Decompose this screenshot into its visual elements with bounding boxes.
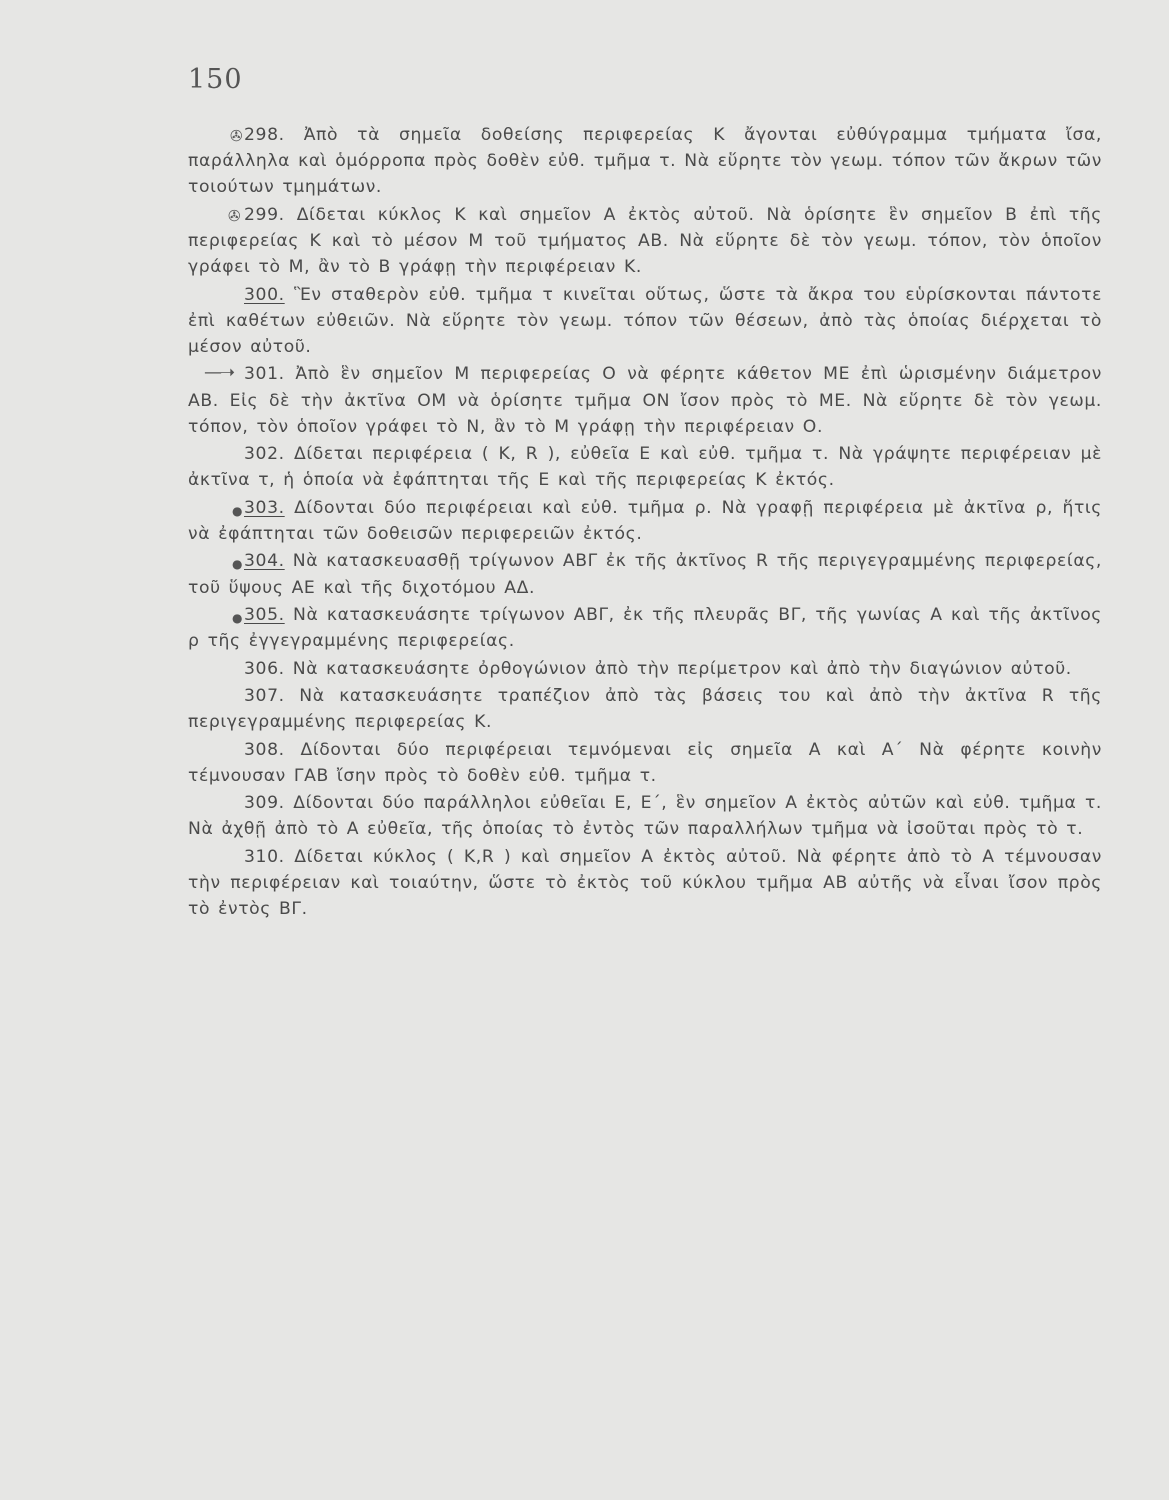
problem-text: Δίδονται δύο περιφέρειαι καὶ εὐθ. τμῆμα ρ. Νὰ γραφῇ περιφέρεια μὲ ἀκτῖνα ρ, ἥτις νὰ ἐφάπτηται τῶν δοθεισῶν περιφερειῶν ἐκτός.	[188, 497, 1102, 544]
problem-306	[188, 656, 1102, 682]
problem-307	[188, 683, 1102, 735]
dot-mark-icon: ●	[232, 557, 244, 572]
problem-text: Δίδεται κύκλος ( Κ,R ) καὶ σημεῖον Α ἐκτὸς αὐτοῦ. Νὰ φέρητε ἀπὸ τὸ Α τέμνουσαν τὴν περιφέρειαν καὶ τοιαύτην, ὥστε τὸ ἐκτὸς τοῦ κύκλου τμῆμα ΑΒ αὐτῆς νὰ εἶναι ἴσον πρὸς τὸ ἐντὸς ΒΓ.	[188, 846, 1102, 920]
problem-number: 303.	[244, 497, 285, 518]
problem-number: 302.	[244, 444, 285, 465]
problem-text: Δίδονται δύο περιφέρειαι τεμνόμεναι εἰς σημεῖα Α καὶ Α΄ Νὰ φέρητε κοινὴν τέμνουσαν ΓΑΒ ἴσην πρὸς τὸ δοθὲν εὐθ. τμῆμα τ.	[188, 739, 1102, 786]
problem-text: Δίδεται περιφέρεια ( Κ, R ), εὐθεῖα Ε καὶ εὐθ. τμῆμα τ. Νὰ γράψητε περιφέρειαν μὲ ἀκτῖνα τ, ἡ ὁποία νὰ ἐφάπτηται τῆς Ε καὶ τῆς περιφερείας Κ ἐκτός.	[188, 444, 1102, 491]
problem-299	[188, 202, 1102, 281]
problem-number: 309.	[244, 793, 285, 814]
problem-number: 306.	[244, 658, 285, 679]
dot-mark-icon: ●	[232, 610, 244, 625]
problem-text: Νὰ κατασκευάσητε τραπέζιον ἀπὸ τὰς βάσεις του καὶ ἀπὸ τὴν ἀκτῖνα R τῆς περιγεγραμμένης περιφερείας Κ.	[188, 685, 1102, 733]
problem-298	[188, 122, 1102, 201]
problem-308	[188, 737, 1102, 789]
problem-text: Ἓν σταθερὸν εὐθ. τμῆμα τ κινεῖται οὕτως, ὥστε τὰ ἄκρα του εὑρίσκονται πάντοτε ἐπὶ καθέτων εὐθειῶν. Νὰ εὕρητε τὸν γεωμ. τόπον τῶν θέσεων, ἀπὸ τὰς ὁποίας διέρχεται τὸ μέσον αὐτοῦ.	[188, 284, 1102, 357]
problem-301	[188, 361, 1102, 440]
problem-text: Ἀπὸ ἓν σημεῖον Μ περιφερείας Ο νὰ φέρητε κάθετον ΜΕ ἐπὶ ὡρισμένην διάμετρον ΑΒ. Εἰς δὲ τὴν ἀκτῖνα ΟΜ νὰ ὁρίσητε τμῆμα ΟΝ ἴσον πρὸς τὸ ΜΕ. Νὰ εὕρητε δὲ τὸν γεωμ. τόπον, τὸν ὁποῖον γράφει τὸ Ν, ἂν τὸ Μ γράφῃ τὴν περιφέρειαν Ο.	[188, 364, 1102, 437]
problem-number: 298.	[244, 125, 285, 145]
problem-303	[188, 495, 1102, 547]
pen-mark-icon: ✇	[230, 127, 244, 145]
problem-number: 301.	[244, 364, 285, 385]
problem-text: Δίδονται δύο παράλληλοι εὐθεῖαι Ε, Ε΄, ἓν σημεῖον Α ἐκτὸς αὐτῶν καὶ εὐθ. τμῆμα τ. Νὰ ἀχθῇ ἀπὸ τὸ Α εὐθεῖα, τῆς ὁποίας τὸ ἐντὸς τῶν παραλλήλων τμῆμα νὰ ἰσοῦται πρὸς τὸ τ.	[188, 793, 1102, 840]
problem-310	[188, 844, 1102, 923]
problem-309	[188, 790, 1102, 842]
problem-305	[188, 602, 1102, 654]
problem-text: Νὰ κατασκευάσητε ὀρθογώνιον ἀπὸ τὴν περίμετρον καὶ ἀπὸ τὴν διαγώνιον αὐτοῦ.	[284, 658, 1072, 679]
problem-300	[188, 282, 1102, 361]
problem-number: 300.	[244, 284, 285, 305]
page-number: 150	[188, 64, 243, 95]
problem-304	[188, 548, 1102, 600]
problem-302	[188, 441, 1102, 493]
problem-number: 308.	[244, 739, 285, 760]
problem-text: Νὰ κατασκευασθῇ τρίγωνον ΑΒΓ ἐκ τῆς ἀκτῖνος R τῆς περιγεγραμμένης περιφερείας, τοῦ ὕψους ΑΕ καὶ τῆς διχοτόμου ΑΔ.	[188, 551, 1102, 598]
problem-text: Ἀπὸ τὰ σημεῖα δοθείσης περιφερείας Κ ἄγονται εὐθύγραμμα τμήματα ἴσα, παράλληλα καὶ ὁμόρροπα πρὸς δοθὲν εὐθ. τμῆμα τ. Νὰ εὕρητε τὸν γεωμ. τόπον τῶν ἄκρων τῶν τοιούτων τμημάτων.	[188, 125, 1102, 198]
problem-number: 299.	[244, 204, 285, 225]
dot-mark-icon: ●	[232, 503, 244, 518]
problem-text: Νὰ κατασκευάσητε τρίγωνον ΑΒΓ, ἐκ τῆς πλευρᾶς ΒΓ, τῆς γωνίας Α καὶ τῆς ἀκτῖνος ρ τῆς ἐγγεγραμμένης περιφερείας.	[188, 604, 1102, 652]
problem-list	[188, 122, 1102, 924]
problem-number: 310.	[244, 846, 285, 867]
pen-mark-icon: ✇	[228, 206, 242, 225]
problem-number: 307.	[244, 685, 285, 706]
problem-number: 304.	[244, 551, 285, 572]
arrow-mark-icon: —➝	[204, 362, 234, 384]
problem-number: 305.	[244, 604, 285, 625]
problem-text: Δίδεται κύκλος Κ καὶ σημεῖον Α ἐκτὸς αὐτοῦ. Νὰ ὁρίσητε ἓν σημεῖον Β ἐπὶ τῆς περιφερείας Κ καὶ τὸ μέσον Μ τοῦ τμήματος ΑΒ. Νὰ εὕρητε δὲ τὸν γεωμ. τόπον, τὸν ὁποῖον γράφει τὸ Μ, ἂν τὸ Β γράφῃ τὴν περιφέρειαν Κ.	[188, 204, 1102, 278]
